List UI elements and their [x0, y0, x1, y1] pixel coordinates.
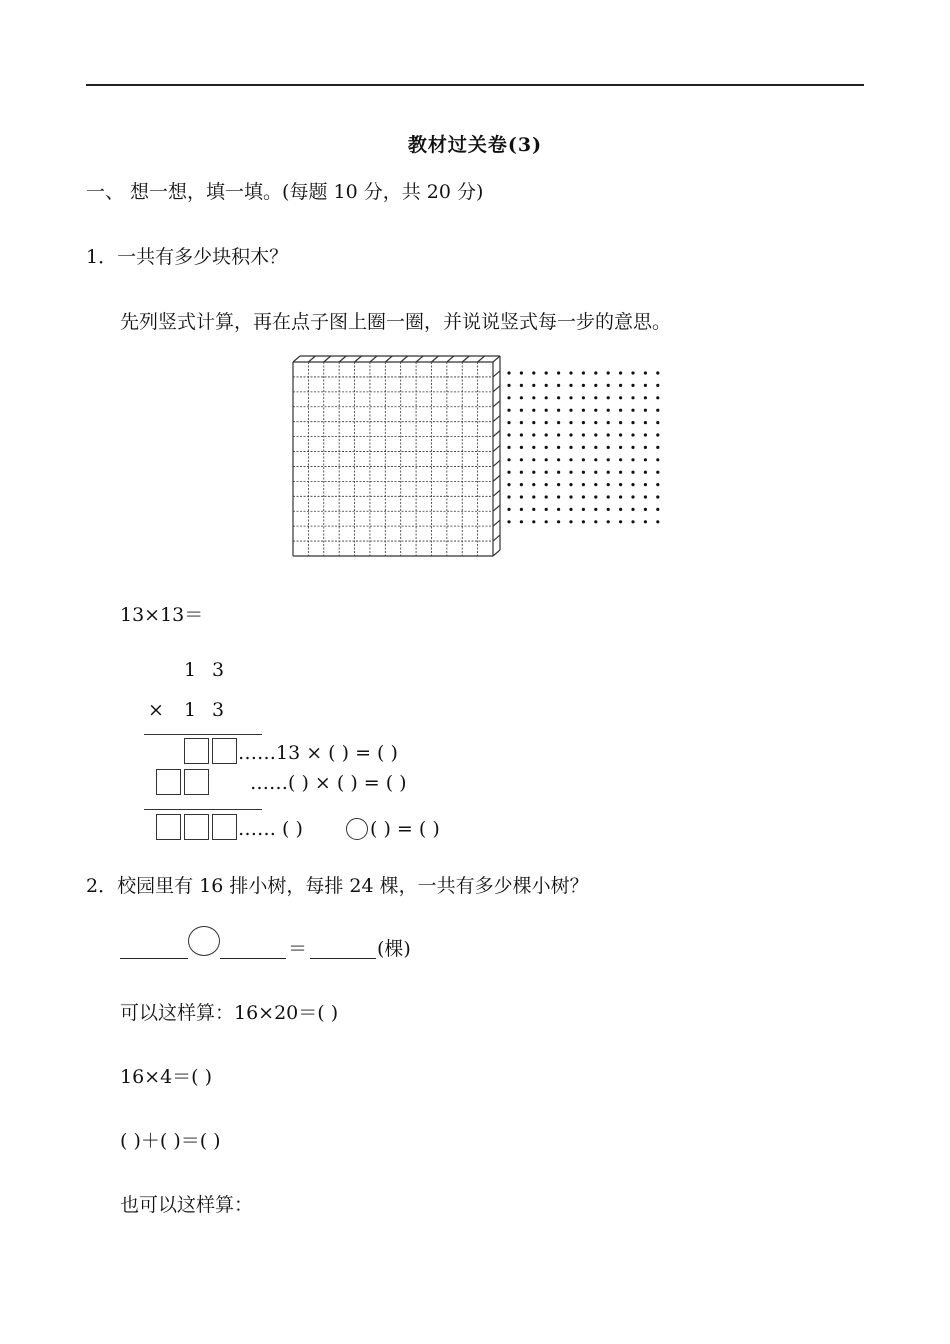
- answer-box[interactable]: [156, 814, 181, 840]
- dot: [557, 446, 560, 449]
- dot: [545, 396, 548, 399]
- block-grid-13x13: [290, 350, 502, 560]
- dot: [557, 433, 560, 436]
- dot: [582, 446, 585, 449]
- dot: [557, 396, 560, 399]
- dot: [557, 495, 560, 498]
- grid-line: [308, 356, 315, 362]
- dot: [569, 508, 572, 511]
- dot: [631, 520, 634, 523]
- dot: [532, 409, 535, 412]
- dot: [644, 384, 647, 387]
- method1-line3: ( )＋( )＝( ): [120, 1130, 221, 1152]
- dot: [520, 520, 523, 523]
- dot: [619, 371, 622, 374]
- dot: [631, 483, 634, 486]
- method2-label: 也可以这样算：: [120, 1194, 254, 1216]
- dot: [594, 433, 597, 436]
- dot: [644, 446, 647, 449]
- dot: [532, 458, 535, 461]
- times-sign: ×: [148, 699, 164, 721]
- dot: [520, 371, 523, 374]
- dot: [532, 508, 535, 511]
- dot: [557, 458, 560, 461]
- dot: [631, 384, 634, 387]
- dot: [594, 458, 597, 461]
- calc-rule-1: [144, 734, 262, 735]
- dot: [644, 508, 647, 511]
- dot: [532, 421, 535, 424]
- grid-line: [493, 446, 500, 452]
- dot: [545, 384, 548, 387]
- dot: [532, 520, 535, 523]
- page-title: 教材过关卷(3): [407, 134, 543, 156]
- dot: [507, 409, 510, 412]
- dot: [619, 396, 622, 399]
- unit-label: (棵): [377, 938, 411, 960]
- dot: [507, 384, 510, 387]
- dot: [631, 458, 634, 461]
- grid-line: [493, 386, 500, 392]
- dot: [619, 409, 622, 412]
- dot: [520, 471, 523, 474]
- dot: [520, 495, 523, 498]
- dot: [569, 371, 572, 374]
- dot: [582, 371, 585, 374]
- dot: [520, 508, 523, 511]
- dot: [532, 483, 535, 486]
- method1-line2: 16×4＝( ): [120, 1066, 213, 1088]
- grid-line: [493, 460, 500, 466]
- grid-line: [493, 431, 500, 437]
- row2-expression: ……( ) × ( ) = ( ): [250, 772, 407, 794]
- dot: [557, 384, 560, 387]
- dot: [582, 433, 585, 436]
- q1-question: 1．一共有多少块积木？: [86, 246, 289, 268]
- q2-question: 2．校园里有 16 排小树，每排 24 棵，一共有多少棵小树？: [86, 875, 589, 897]
- answer-box[interactable]: [184, 738, 209, 764]
- grid-line: [478, 356, 485, 362]
- dot: [545, 508, 548, 511]
- dot: [607, 495, 610, 498]
- dot: [532, 433, 535, 436]
- grid-line: [431, 356, 438, 362]
- dot: [607, 458, 610, 461]
- dot: [656, 446, 659, 449]
- dot: [569, 409, 572, 412]
- dot: [644, 409, 647, 412]
- dot: [569, 458, 572, 461]
- grid-line: [493, 401, 500, 407]
- answer-box[interactable]: [212, 738, 237, 764]
- dot: [619, 508, 622, 511]
- dot: [545, 433, 548, 436]
- dot: [532, 384, 535, 387]
- dot: [631, 495, 634, 498]
- dot: [656, 495, 659, 498]
- dot: [644, 495, 647, 498]
- grid-line: [493, 416, 500, 422]
- dot: [569, 384, 572, 387]
- dot: [631, 396, 634, 399]
- q1-instruction: 先列竖式计算，再在点子图上圈一圈，并说说竖式每一步的意思。: [120, 311, 672, 333]
- blank-factor-2[interactable]: [220, 958, 286, 959]
- dot: [631, 371, 634, 374]
- dot: [520, 458, 523, 461]
- dot: [507, 396, 510, 399]
- dot: [656, 421, 659, 424]
- dot: [557, 409, 560, 412]
- dot: [507, 520, 510, 523]
- dot: [656, 471, 659, 474]
- dot: [520, 396, 523, 399]
- section-heading: 一、 想一想，填一填。(每题 10 分，共 20 分): [86, 181, 484, 203]
- answer-box[interactable]: [156, 769, 181, 795]
- dot: [644, 483, 647, 486]
- dot: [631, 433, 634, 436]
- dot: [545, 421, 548, 424]
- blank-factor-1[interactable]: [120, 958, 188, 959]
- dot: [545, 520, 548, 523]
- dot: [644, 471, 647, 474]
- dot: [619, 433, 622, 436]
- dot: [557, 421, 560, 424]
- dot: [532, 396, 535, 399]
- row3-expression-a: …… ( ): [238, 818, 303, 840]
- dot: [507, 458, 510, 461]
- dot: [619, 446, 622, 449]
- dot: [644, 458, 647, 461]
- dot: [607, 421, 610, 424]
- dot: [619, 483, 622, 486]
- dot: [507, 421, 510, 424]
- grid-line: [324, 356, 331, 362]
- grid-line: [385, 356, 392, 362]
- grid-line: [493, 356, 500, 362]
- answer-box[interactable]: [184, 814, 209, 840]
- dot: [557, 483, 560, 486]
- multiplicand-digit-1: 1: [184, 659, 197, 681]
- dot: [644, 371, 647, 374]
- dot: [520, 409, 523, 412]
- dot: [656, 520, 659, 523]
- grid-line: [339, 356, 346, 362]
- dot: [507, 471, 510, 474]
- top-rule: [86, 84, 864, 86]
- dot: [582, 458, 585, 461]
- dot: [631, 409, 634, 412]
- dot: [594, 508, 597, 511]
- dot: [607, 371, 610, 374]
- dot: [631, 508, 634, 511]
- answer-box[interactable]: [212, 814, 237, 840]
- dot: [569, 421, 572, 424]
- dot: [607, 483, 610, 486]
- dot: [569, 483, 572, 486]
- grid-line: [401, 356, 408, 362]
- grid-line: [416, 356, 423, 362]
- dot: [520, 384, 523, 387]
- dot: [532, 446, 535, 449]
- dot: [656, 409, 659, 412]
- dot: [545, 371, 548, 374]
- dot: [507, 495, 510, 498]
- dot: [619, 458, 622, 461]
- dot: [656, 371, 659, 374]
- q1-equation: 13×13＝: [120, 604, 204, 626]
- dot: [594, 421, 597, 424]
- dot: [532, 471, 535, 474]
- grid-line: [493, 535, 500, 541]
- dot: [569, 471, 572, 474]
- grid-line: [447, 356, 454, 362]
- grid-line: [493, 371, 500, 377]
- dot: [582, 421, 585, 424]
- grid-line: [493, 520, 500, 526]
- grid-line: [493, 550, 500, 556]
- dot: [545, 471, 548, 474]
- dot: [557, 471, 560, 474]
- dot: [607, 396, 610, 399]
- dot: [644, 520, 647, 523]
- dot: [631, 471, 634, 474]
- dot: [507, 446, 510, 449]
- row3-expression-b: ( ) = ( ): [370, 818, 440, 840]
- grid-line: [355, 356, 362, 362]
- dot: [644, 396, 647, 399]
- dot: [569, 520, 572, 523]
- dot: [619, 495, 622, 498]
- dot: [582, 384, 585, 387]
- operator-circle[interactable]: [188, 926, 220, 956]
- dot: [582, 471, 585, 474]
- grid-line: [493, 490, 500, 496]
- dot: [582, 495, 585, 498]
- dot: [594, 396, 597, 399]
- dot: [520, 483, 523, 486]
- dot: [607, 433, 610, 436]
- grid-line: [493, 475, 500, 481]
- dot: [532, 495, 535, 498]
- dot: [545, 495, 548, 498]
- dot: [607, 446, 610, 449]
- dot: [619, 421, 622, 424]
- dot: [507, 483, 510, 486]
- dot: [569, 495, 572, 498]
- dot: [569, 433, 572, 436]
- dot: [594, 409, 597, 412]
- dot: [607, 471, 610, 474]
- dot: [557, 371, 560, 374]
- dot: [656, 458, 659, 461]
- dot: [545, 409, 548, 412]
- multiplicand-digit-2: 3: [212, 659, 225, 681]
- dot: [557, 508, 560, 511]
- dot: [520, 433, 523, 436]
- dot: [594, 495, 597, 498]
- row1-expression: ……13 × ( ) = ( ): [238, 742, 398, 764]
- dot: [520, 421, 523, 424]
- dot: [619, 520, 622, 523]
- dot: [607, 520, 610, 523]
- dot: [594, 446, 597, 449]
- dot: [520, 446, 523, 449]
- dot: [569, 396, 572, 399]
- dot: [557, 520, 560, 523]
- dot-grid-13x13: [504, 368, 664, 528]
- dot: [545, 483, 548, 486]
- dot: [656, 508, 659, 511]
- method1-line1: 可以这样算：16×20＝( ): [120, 1002, 339, 1024]
- dot: [619, 471, 622, 474]
- dot: [545, 446, 548, 449]
- blank-product[interactable]: [310, 958, 376, 959]
- dot: [631, 446, 634, 449]
- dot: [607, 409, 610, 412]
- dot: [656, 483, 659, 486]
- dot: [582, 396, 585, 399]
- dot: [594, 371, 597, 374]
- dot: [656, 396, 659, 399]
- dot: [507, 508, 510, 511]
- operator-circle[interactable]: [346, 818, 368, 840]
- dot: [582, 520, 585, 523]
- dot: [607, 508, 610, 511]
- grid-line: [462, 356, 469, 362]
- dot: [607, 384, 610, 387]
- grid-line: [493, 505, 500, 511]
- dot: [582, 409, 585, 412]
- calc-rule-2: [144, 809, 262, 810]
- dot: [656, 433, 659, 436]
- dot: [545, 458, 548, 461]
- dot: [656, 384, 659, 387]
- dot: [619, 384, 622, 387]
- dot: [507, 371, 510, 374]
- grid-line: [370, 356, 377, 362]
- dot: [594, 384, 597, 387]
- dot: [594, 520, 597, 523]
- dot: [644, 433, 647, 436]
- dot: [594, 483, 597, 486]
- dot: [644, 421, 647, 424]
- answer-box[interactable]: [184, 769, 209, 795]
- dot: [631, 421, 634, 424]
- equals-sign: ＝: [288, 938, 308, 960]
- multiplier-digit-1: 1: [184, 699, 197, 721]
- dot: [532, 371, 535, 374]
- multiplier-digit-2: 3: [212, 699, 225, 721]
- dot: [507, 433, 510, 436]
- dot: [582, 508, 585, 511]
- dot: [569, 446, 572, 449]
- dot: [594, 471, 597, 474]
- dot: [582, 483, 585, 486]
- grid-line: [293, 356, 300, 362]
